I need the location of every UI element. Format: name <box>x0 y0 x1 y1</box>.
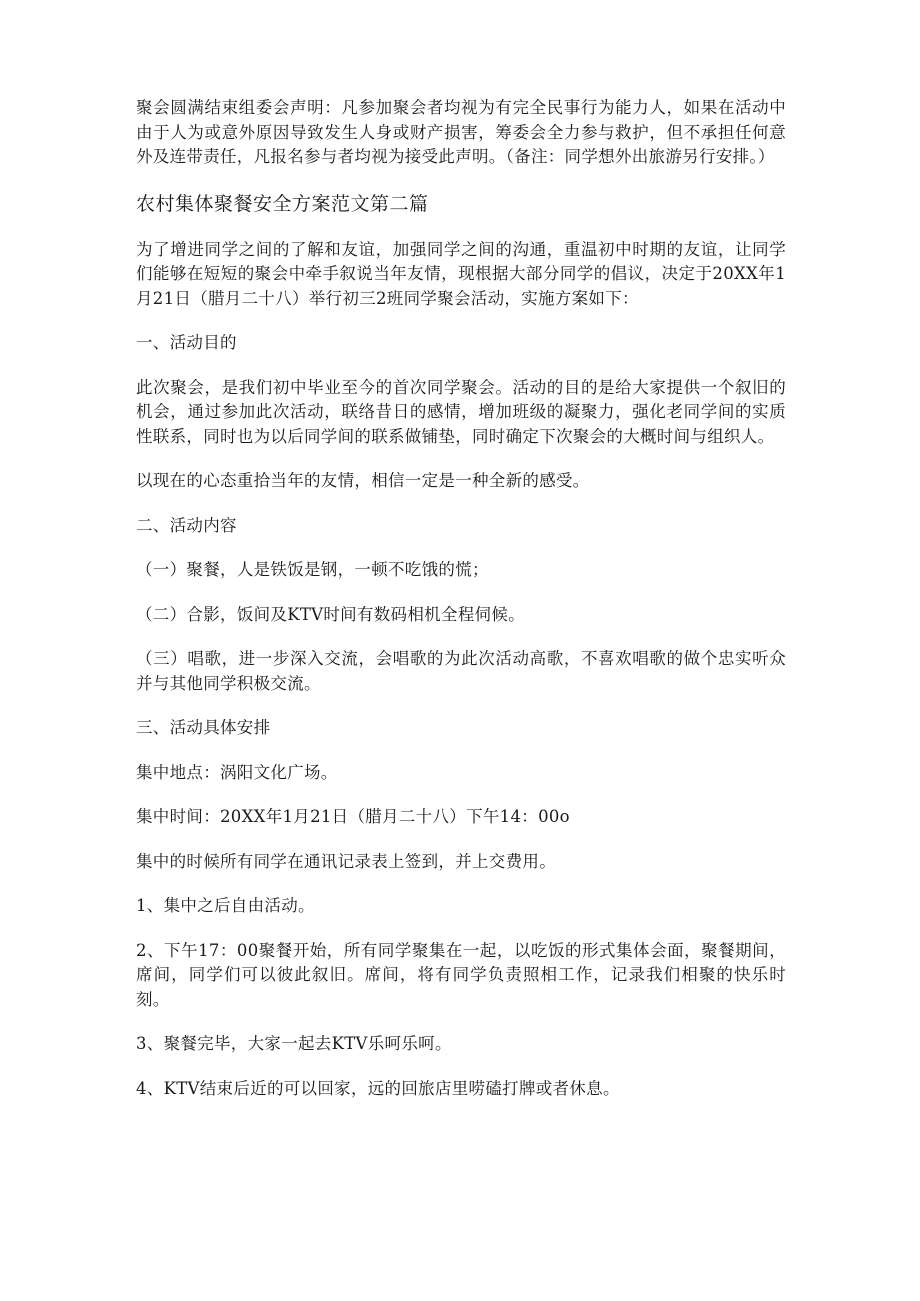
schedule-step-2: 2、下午17：00聚餐开始，所有同学聚集在一起，以吃饭的形式集体会面，聚餐期间，席间，同学们可以彼此叙旧。席间，将有同学负责照相工作，记录我们相聚的快乐时刻。 <box>136 940 786 1009</box>
content-item-dinner: （一）聚餐，人是铁饭是钢，一顿不吃饿的慌； <box>136 560 489 579</box>
mindset-paragraph: 以现在的心态重拾当年的友情，相信一定是一种全新的感受。 <box>136 471 590 490</box>
schedule-step-3: 3、聚餐完毕，大家一起去KTV乐呵乐呵。 <box>136 1034 452 1053</box>
gather-time: 集中时间：20XX年1月21日（腊月二十八）下午14：00o <box>136 807 570 826</box>
purpose-paragraph: 此次聚会，是我们初中毕业至今的首次同学聚会。活动的目的是给大家提供一个叙旧的机会，通过参加此次活动，联络昔日的感情，增加班级的凝聚力，强化老同学间的实质性联系，同时也为以后同学间的联系做铺垫，同时确定下次聚会的大概时间与组织人。 <box>136 377 786 446</box>
content-item-photo: （二）合影，饭间及KTV时间有数码相机全程伺候。 <box>136 604 525 624</box>
opening-paragraph: 为了增进同学之间的了解和友谊，加强同学之间的沟通，重温初中时期的友谊，让同学们能够在短短的聚会中牵手叙说当年友情，现根据大部分同学的倡议，决定于20XX年1月21日（腊月二十八）举行初三2班同学聚会活动，实施方案如下： <box>136 239 786 308</box>
schedule-step-1: 1、集中之后自由活动。 <box>136 896 315 915</box>
heading-schedule: 三、活动具体安排 <box>136 718 271 737</box>
schedule-step-4: 4、KTV结束后近的可以回家，远的回旅店里唠磕打牌或者休息。 <box>136 1078 620 1098</box>
sign-in-note: 集中的时候所有同学在通讯记录表上签到，并上交费用。 <box>136 851 556 871</box>
section-title: 农村集体聚餐安全方案范文第二篇 <box>136 192 429 215</box>
heading-content: 二、活动内容 <box>136 515 237 535</box>
document-page <box>136 96 786 1101</box>
gather-place: 集中地点：涡阳文化广场。 <box>136 762 338 782</box>
content-item-singing: （三）唱歌，进一步深入交流，会唱歌的为此次活动高歌，不喜欢唱歌的做个忠实听众并与其他同学积极交流。 <box>136 649 786 693</box>
heading-purpose: 一、活动目的 <box>136 333 237 352</box>
intro-notice-paragraph: 聚会圆满结束组委会声明：凡参加聚会者均视为有完全民事行为能力人，如果在活动中由于人为或意外原因导致发生人身或财产损害，筹委会全力参与救护，但不承担任何意外及连带责任，凡报名参与者均视为接受此声明。（备注：同学想外出旅游另行安排。） <box>136 98 786 166</box>
